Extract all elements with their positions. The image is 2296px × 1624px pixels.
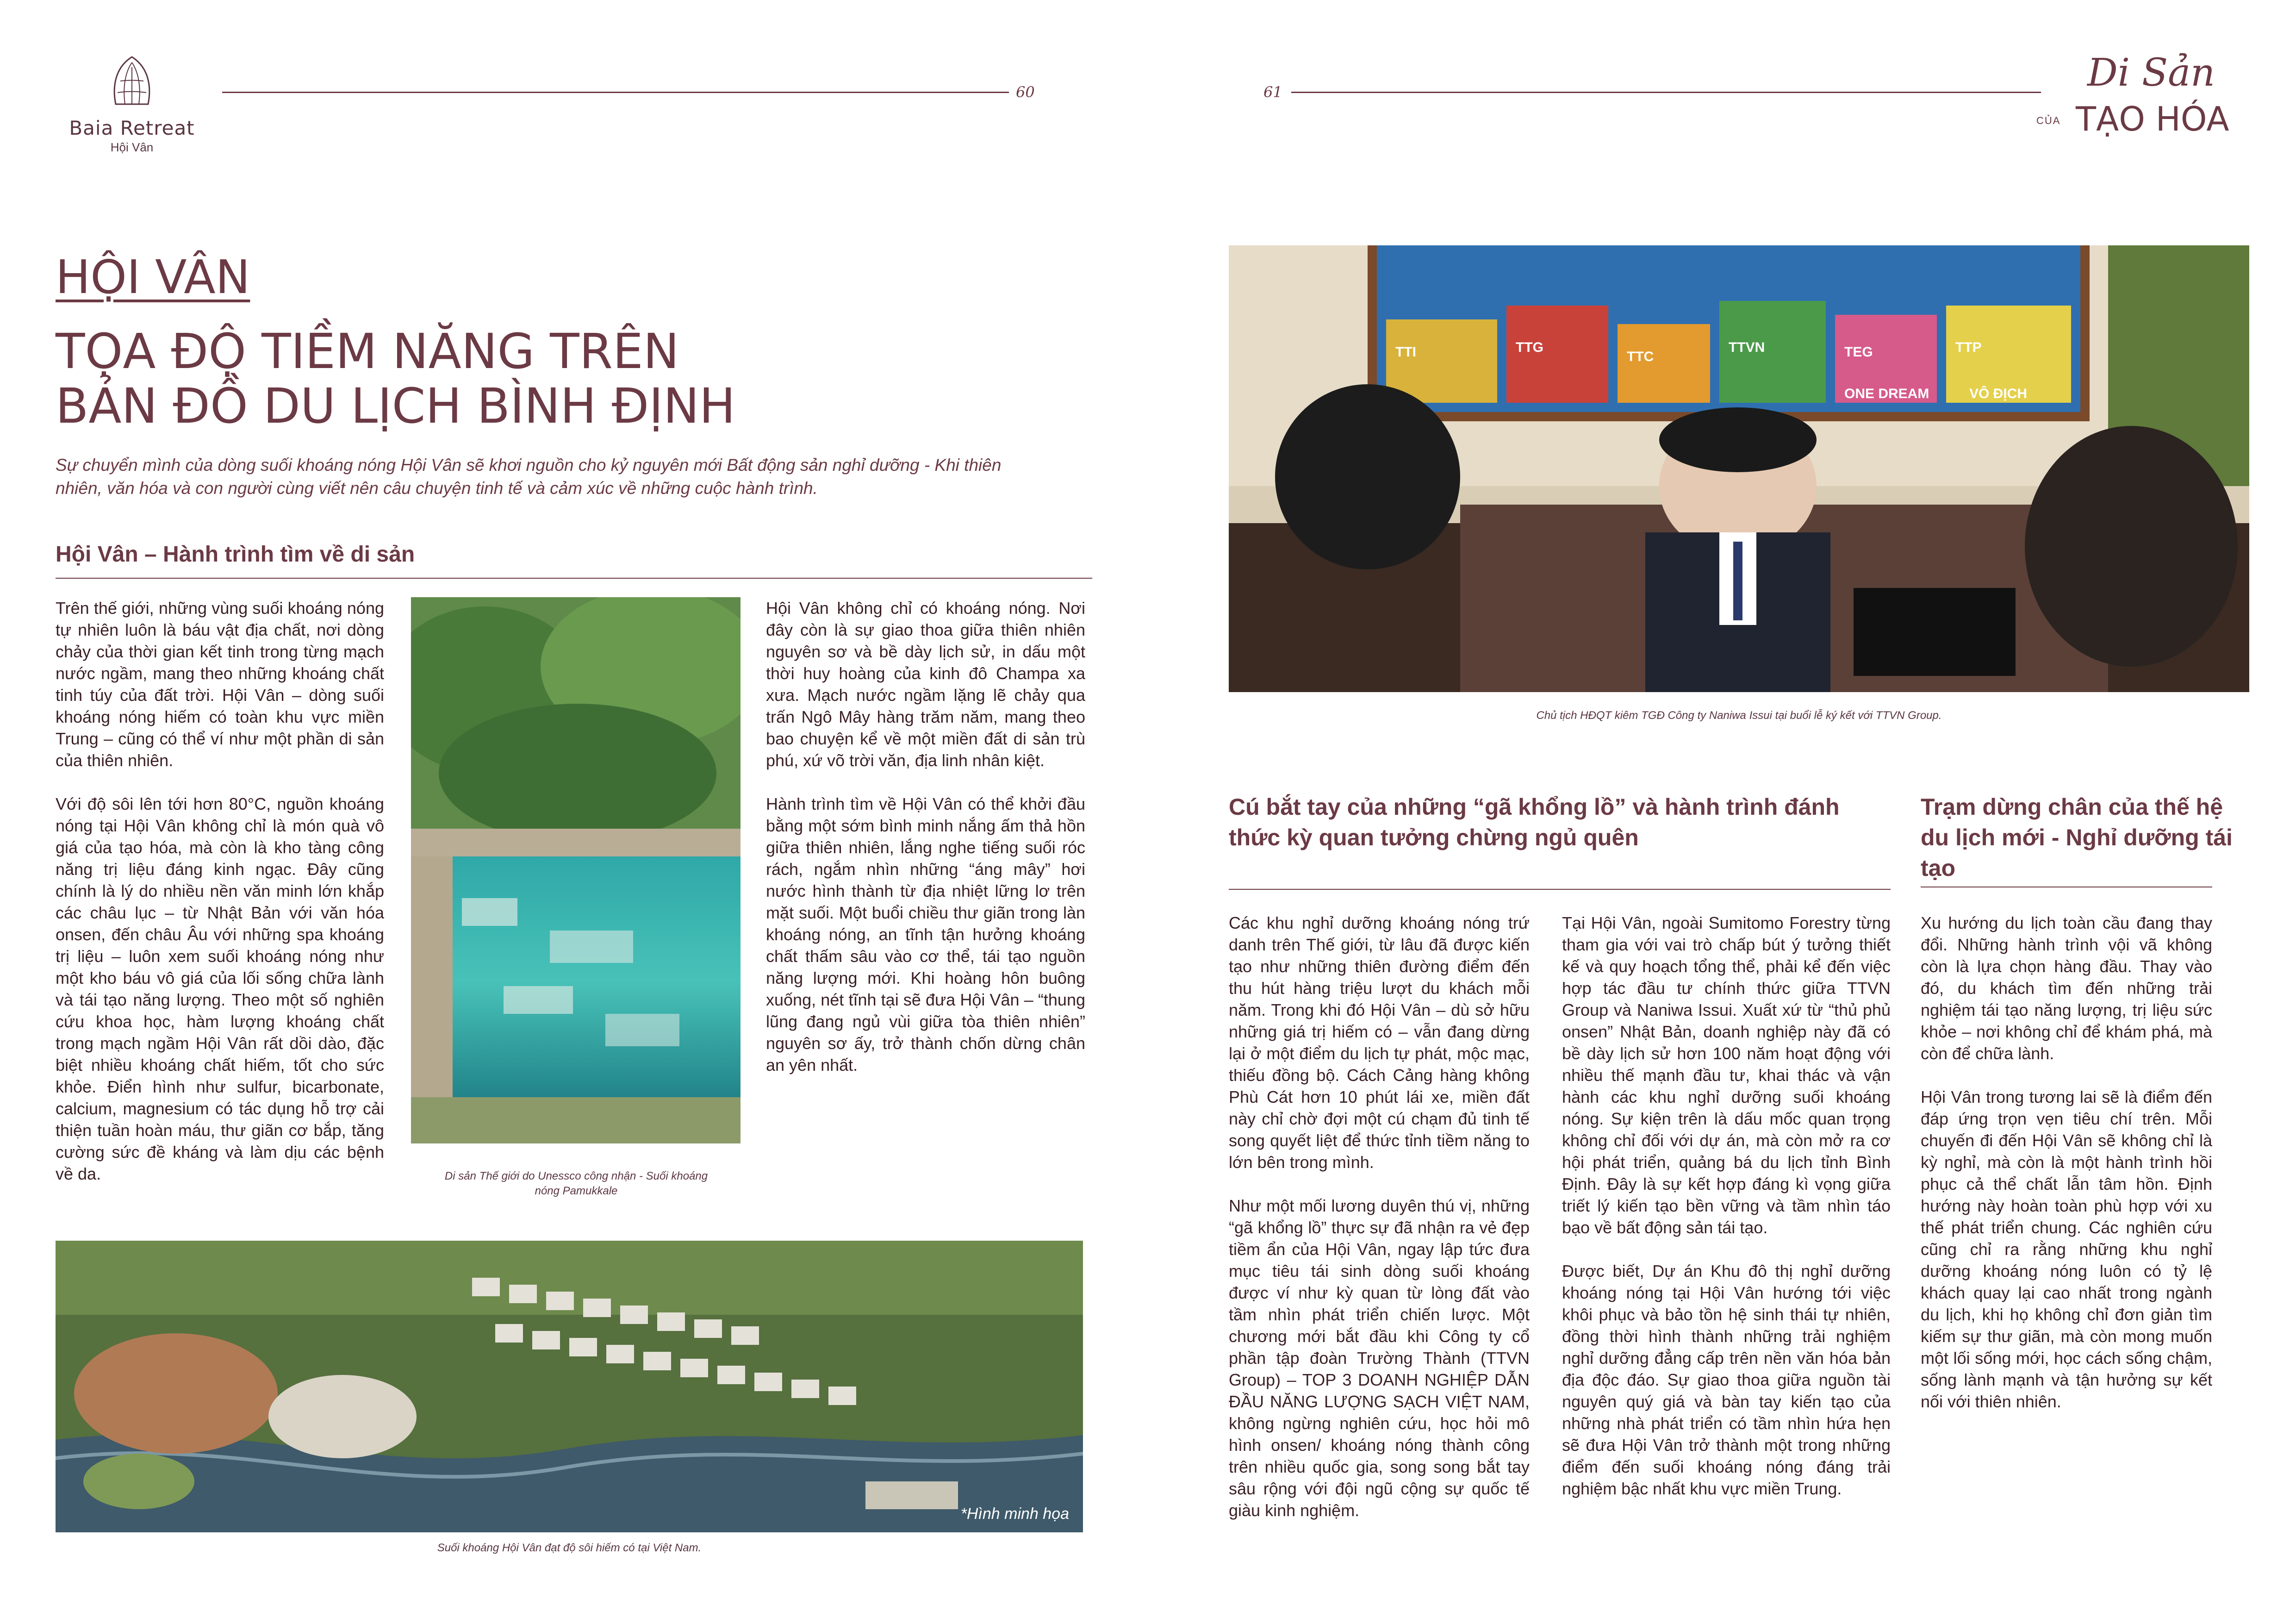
signing-photo-caption: Chủ tịch HĐQT kiêm TGĐ Công ty Naniwa Issui tại buổi lễ ký kết với TTVN Group. [1536, 709, 1942, 722]
signing-ceremony-photo [1229, 245, 2249, 692]
logo-name: Baia Retreat [69, 117, 195, 139]
aerial-render [56, 1241, 1083, 1532]
section-heading: Hội Vân – Hành trình tìm về di sản [56, 542, 415, 567]
paragraph: Hành trình tìm về Hội Vân có thể khởi đầu bằng một sớm bình minh nắng ấm thả hồn giữa thiên nhiên, lắng nghe tiếng suối róc rách, ngắm nhìn những “áng mây” hơi nước hình thành từ địa nhiệt lững lơ trên mặt suối. Một buổi chiều thư giãn trong làn khoáng nóng, an tĩnh tận hưởng khoáng chất thấm sâu vào cơ thể, tái tạo nguồn năng lượng mới. Khi hoàng hôn buông xuống, nét tĩnh tại sẽ đưa Hội Vân – “thung lũng đang ngủ vùi giữa tòa thiên nhiên” nguyên sơ ấy, trở thành chốn dừng chân an yên nhất. [766, 794, 1085, 1074]
left-column-3 [766, 597, 1085, 1098]
kicker-heading: HỘI VÂN [56, 250, 250, 304]
header-rule-left [222, 92, 1009, 93]
heading-new-generation: Trạm dừng chân của thế hệ du lịch mới - Nghỉ dưỡng tái tạo [1921, 794, 2233, 881]
painting-label: TTI [1395, 344, 1416, 360]
brand-main: TẠO HÓA [2076, 100, 2229, 138]
painting-label: TTG [1516, 340, 1543, 355]
painting-label: TTC [1627, 349, 1654, 364]
heading-rule-a [1229, 889, 1891, 890]
logo-subtitle: Hội Vân [110, 140, 154, 154]
page-number-right: 61 [1263, 83, 1282, 101]
painting-label: TTP [1955, 340, 1982, 355]
paragraph: Được biết, Dự án Khu đô thị nghỉ dưỡng khoáng nóng tại Hội Vân hướng tới việc khôi phục và bảo tồn hệ sinh thái tự nhiên, đồng thời hình thành những trải nghiệm nghỉ dưỡng đẳng cấp trên nền văn hóa bản địa độc đáo. Sự giao thoa giữa nguồn tài nguyên quý giá và bàn tay kiến tạo của những nhà phát triển có tầm nhìn hứa hẹn sẽ đưa Hội Vân trở thành một trong những điểm đến suối khoáng nóng đáng trải nghiệm bậc nhất khu vực miền Trung. [1562, 1262, 1891, 1498]
right-column-c [1921, 912, 2212, 1434]
paragraph: Hội Vân không chỉ có khoáng nóng. Nơi đây còn là sự giao thoa giữa thiên nhiên nguyên sơ và bề dày lịch sử, in dấu một thời huy hoàng của kinh đô Champa xa xưa. Mạch nước ngầm lặng lẽ chảy qua trấn Ngô Mây hàng trăm năm, mang theo bao chuyện kể về một miền đất di sản trù phú, xứ võ trời văn, địa linh nhân kiệt. [766, 599, 1085, 770]
pamukkale-caption: Di sản Thế giới do Unessco công nhận - Suối khoáng nóng Pamukkale [444, 1170, 708, 1197]
painting-label: ONE DREAM [1844, 386, 1929, 401]
paragraph: Hội Vân trong tương lai sẽ là điểm đến đáp ứng trọn vẹn tiêu chí trên. Mỗi chuyến đi đến Hội Vân sẽ không chỉ là kỳ nghỉ, mà còn là một hành trình hồi phục cả thể chất lẫn tâm hồn. Định hướng này hoàn toàn phù hợp với xu thế phát triển chung. Các nghiên cứu cũng chỉ ra rằng những khu nghỉ dưỡng khoáng nóng luôn có tỷ lệ khách quay lại cao nhất trong ngành du lịch, khi họ không chỉ đơn giản tìm kiếm sự thư giãn, mà còn mong muốn một lối sống mới, học cách sống chậm, sống lành mạnh và tận hưởng sự kết nối với thiên nhiên. [1921, 1087, 2212, 1411]
series-brand [2004, 51, 2263, 144]
pamukkale-photo [411, 597, 740, 1143]
paragraph: Trên thế giới, những vùng suối khoáng nóng tự nhiên luôn là báu vật địa chất, nơi dòng chảy của thời gian kết tinh trong từng mạch nước ngầm, mang theo những khoáng chất tinh túy của đất trời. Hội Vân – dòng suối khoáng nóng hiếm có toàn khu vực miền Trung – cũng có thể ví như một phần di sản của thiên nhiên. [56, 599, 384, 770]
header-rule-right [1291, 92, 2041, 93]
painting-label: VÔ ĐỊCH [1969, 386, 2028, 401]
painting-label: TEG [1844, 344, 1873, 360]
section-rule [56, 578, 1092, 579]
meeting-illustration [1229, 245, 2249, 692]
pamukkale-illustration [411, 597, 740, 1143]
title-line-2: BẢN ĐỒ DU LỊCH BÌNH ĐỊNH [56, 378, 735, 434]
brand-script: Di Sản [2087, 51, 2215, 95]
brand-small: CỦA [2036, 115, 2061, 126]
painting-label: TTVN [1729, 340, 1765, 355]
paragraph: Các khu nghỉ dưỡng khoáng nóng trứ danh trên Thế giới, từ lâu đã được kiến tạo như những thiên đường điểm đến thu hút hàng triệu lượt du khách mỗi năm. Trong khi đó Hội Vân – dù sở hữu những giá trị hiếm có – vẫn đang dừng lại ở một điểm du lịch tự phát, mộc mạc, thiếu đồng bộ. Cách Cảng hàng không Phù Cát hơn 10 phút lái xe, miền đất này chỉ chờ đợi một cú chạm đủ tinh tế song quyết liệt để thức tỉnh tiềm năng to lớn bên trong mình. [1229, 913, 1530, 1172]
paragraph: Xu hướng du lịch toàn cầu đang thay đổi. Những hành trình vội vã không còn là lựa chọn hàng đầu. Thay vào đó, du khách tìm đến những trải nghiệm tái tạo năng lượng, trị liệu sức khỏe – nơi không chỉ để khám phá, mà còn để chữa lành. [1921, 913, 2212, 1063]
title-line-1: TỌA ĐỘ TIỀM NĂNG TRÊN [56, 323, 679, 380]
left-column-1 [56, 597, 384, 1206]
page-title [56, 324, 1074, 433]
paragraph: Với độ sôi lên tới hơn 80°C, nguồn khoáng nóng tại Hội Vân không chỉ là món quà vô giá của tạo hóa, mà còn là kho tàng công năng trị liệu đáng kinh ngạc. Đây cũng chính là lý do nhiều nền văn minh lớn khắp các châu lục – từ Nhật Bản với văn hóa onsen, đến châu Âu với những spa khoáng trị liệu – luôn xem suối khoáng nóng như một kho báu vô giá của lối sống chữa lành và tái tạo năng lượng. Theo một số nghiên cứu khoa học, hàm lượng khoáng chất trong mạch ngầm Hội Vân rất dồi dào, đặc biệt nhiều khoáng chất hiếm, tốt cho sức khỏe. Điển hình như sulfur, bicarbonate, calcium, magnesium có tác dụng hỗ trợ cải thiện tuần hoàn máu, thư giãn cơ bắp, tăng cường sức đề kháng và làm dịu các bệnh về da. [56, 794, 384, 1183]
brand-logo [46, 53, 218, 164]
resort-aerial-illustration [56, 1241, 1083, 1532]
page-number-left: 60 [1016, 83, 1035, 101]
lede-paragraph: Sự chuyển mình của dòng suối khoáng nóng Hội Vân sẽ khơi nguồn cho kỷ nguyên mới Bất động sản nghỉ dưỡng - Khi thiên nhiên, văn hóa và con người cùng viết nên câu chuyện tinh tế và cảm xúc về những cuộc hành trình. [56, 456, 1002, 498]
paragraph: Tại Hội Vân, ngoài Sumitomo Forestry từng tham gia với vai trò chấp bút ý tưởng thiết kế và quy hoạch tổng thể, phải kể đến việc hợp tác đầu tư chính thức giữa TTVN Group và Naniwa Issui. Xuất xứ từ “thủ phủ onsen” Nhật Bản, doanh nghiệp này đã có bề dày lịch sử hơn 100 năm hoạt động với nhiều thế mạnh đầu tư, khai thác và vận hành các khu nghỉ dưỡng suối khoáng nóng. Sự kiện trên là dấu mốc quan trọng không chỉ đối với dự án, mà còn mở ra cơ hội phát triển, quảng bá du lịch tỉnh Bình Định. Đây là sự kết hợp đáng kì vọng giữa triết lý kiến tạo bền vững và tầm nhìn táo bạo về bất động sản tái tạo. [1562, 913, 1891, 1237]
right-column-b [1562, 912, 1891, 1521]
aerial-caption: Suối khoáng Hội Vân đạt độ sôi hiếm có tại Việt Nam. [437, 1542, 702, 1554]
right-column-a [1229, 912, 1530, 1543]
lotus-logo-icon [106, 53, 157, 109]
heading-partnership: Cú bắt tay của những “gã khổng lồ” và hành trình đánh thức kỳ quan tưởng chừng ngủ quên [1229, 794, 1840, 850]
illustration-label: *Hình minh họa [960, 1505, 1069, 1523]
paragraph: Như một mối lương duyên thú vị, những “gã khổng lồ” thực sự đã nhận ra vẻ đẹp tiềm ẩn của Hội Vân, ngay lập tức đưa mục tiêu tái sinh dòng suối khoáng được ví như kỳ quan từ lòng đất vào tầm nhìn phát triển chiến lược. Một chương mới bắt đầu khi Công ty cổ phần tập đoàn Trường Thành (TTVN Group) – TOP 3 DOANH NGHIỆP DẪN ĐẦU NĂNG LƯỢNG SẠCH VIỆT NAM, không ngừng nghiên cứu, học hỏi mô hình onsen/ khoáng nóng thành công trên nhiều quốc gia, song song bắt tay sâu rộng với đội ngũ cộng sự quốc tế giàu kinh nghiệm. [1229, 1196, 1530, 1520]
